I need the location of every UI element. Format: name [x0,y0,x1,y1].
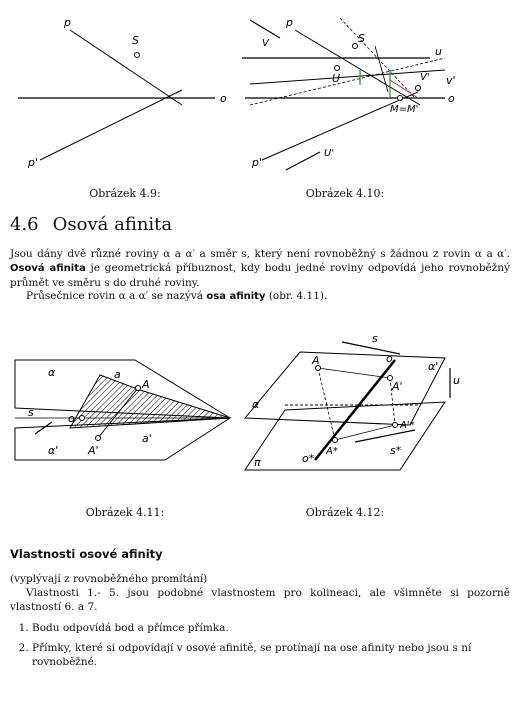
label-A-star: A* [326,446,338,457]
label-U: U [332,72,341,85]
caption-4-10: Obrázek 4.10: [305,187,385,200]
label-A-prime: A' [88,444,99,457]
label-alpha-prime: α' [428,360,439,373]
term-osa-afinity: osa afinity [206,291,266,302]
label-v-prime: V' [420,72,430,83]
caption-4-9: Obrázek 4.9: [89,187,161,200]
label-u: u [453,374,460,387]
label-alpha: α [48,366,56,379]
label-s-star: s* [390,444,402,457]
label-A: A [312,354,320,367]
caption-4-11: Obrázek 4.11: [85,506,165,519]
list-item: 2. Přímky, které si odpovídají v osové afinitě, se protínají na ose afinity nebo jsou s ní rovnoběžné. [32,641,520,669]
label-mm: M=M' [390,104,419,115]
label-a-prime: a' [142,432,152,445]
label-s: S [132,34,139,47]
list-item: 1. Bodu odpovídá bod a přímce přímka. [32,621,520,635]
label-s: s [28,406,34,419]
section-heading [10,214,172,235]
properties-intro: Vlastnosti 1.- 5. jsou podobné vlastnostem pro kolineaci, ale všimněte si pozorně vlastností 6. a 7. [10,587,510,613]
label-o-star: o* [302,452,315,465]
figure-4-9 [10,10,240,180]
properties-note: (vyplývají z rovnoběžného promítání) [10,573,208,585]
paragraph-axis [10,289,510,304]
term-osova-afinita: Osová afinita [10,263,86,274]
label-s: s [372,332,378,345]
figure-4-10 [240,10,515,180]
section-title: Osová afinita [52,214,173,235]
label-p: p [64,16,71,29]
caption-4-12: Obrázek 4.12: [305,506,385,519]
label-v-prime-line: v' [446,74,456,87]
label-v: V [262,38,269,49]
label-a: a [114,368,121,381]
label-o: o [68,412,75,425]
label-o: o [448,92,455,105]
label-A: A [142,378,150,391]
label-p-prime: p' [28,156,39,169]
label-p-prime: p' [252,156,263,169]
properties-heading: Vlastnosti osové afinity [10,547,163,561]
label-A-prime-star: A'* [400,420,415,431]
label-u-prime: U' [324,148,335,159]
figure-4-12 [240,330,515,480]
label-pi: π [254,456,261,469]
label-s: S [358,32,365,45]
paragraph-definition-rest: je geometrická příbuznost, kdy bodu jedné roviny odpovídá jeho rovnoběžný průmět ve směru s do druhé roviny. [10,262,510,289]
paragraph-definition [10,247,510,290]
paragraph-definition-intro: Jsou dány dvě různé roviny α a α′ a směr s, který není rovnoběžný s žádnou z rovin α a α′. [10,248,510,260]
label-A-prime: A' [392,380,403,393]
properties-list [10,621,520,675]
figure-4-11 [10,350,240,470]
paragraph-axis-end: (obr. 4.11). [265,290,328,302]
label-o: o [220,92,227,105]
section-number: 4.6 [10,214,39,235]
label-alpha: α [252,398,260,411]
label-o: o [386,352,393,365]
label-u: u [435,45,442,58]
label-alpha-prime: α' [48,444,59,457]
label-p: p [286,16,293,29]
paragraph-axis-start: Průsečnice rovin α a α′ se nazývá [26,290,207,302]
